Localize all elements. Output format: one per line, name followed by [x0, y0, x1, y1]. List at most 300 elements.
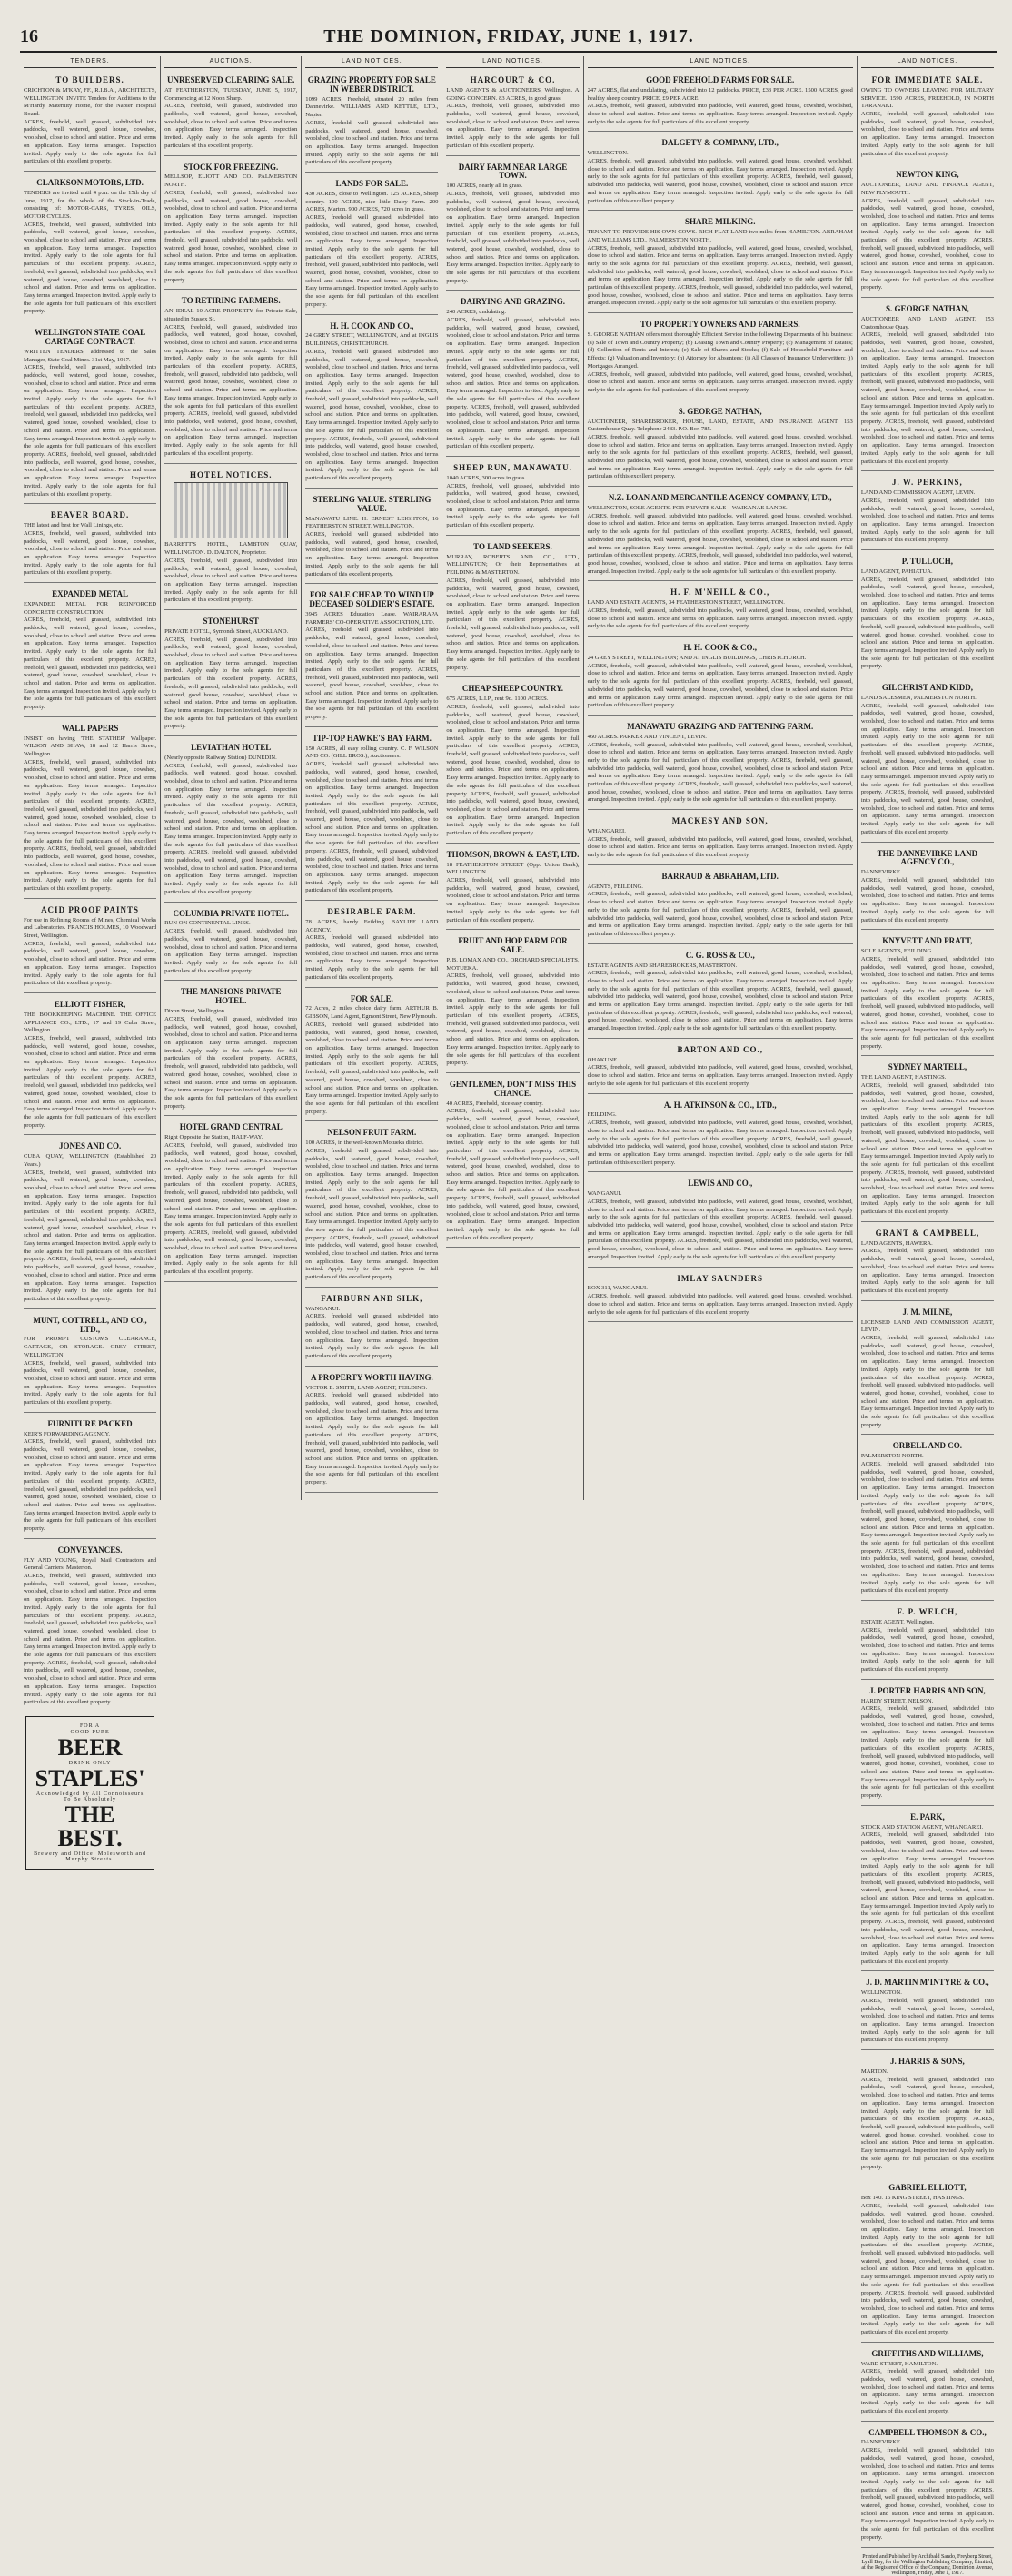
advertisement [24, 174, 156, 321]
ad-text: 247 ACRES, flat and undulating, subdivided into 12 paddocks. PRICE, £33 PER ACRE. 1500 ACRES, good healthy sheep country. PRICE, £9 PER ACRE. [587, 86, 853, 102]
ad-title: GILCHRIST AND KIDD, [881, 683, 973, 693]
ad-body-filler: ACRES, freehold, well grassed, subdivided into paddocks, well watered, good house, cowshed, woolshed, close to school and station. Price and terms on application. Easy terms arranged. Inspection invited. Apply early to the sole agents for full particulars of this excellent property. ACRES, freehold, well grassed, subdivided into paddocks, well watered, good house, cowshed, woolshed, close to school and station. Price and terms on application. Easy terms arranged. Inspection invited. Apply early to the sole agents for full particulars of this excellent property. [164, 636, 298, 730]
ad-body-filler: ACRES, freehold, well grassed, subdivided into paddocks, well watered, good house, cowshed, woolshed, close to school and station. Price and terms on application. Easy terms arranged. Inspection invited. Apply early to the sole agents for full particulars of this excellent property. ACRES, freehold, well grassed, subdivided into paddocks, well watered, good house, cowshed, woolshed, close to school and station. Price and terms on application. Easy terms arranged. Inspection invited. Apply early to the sole agents for full particulars of this excellent property. [164, 189, 298, 283]
ad-title: NEWTON KING, [896, 170, 959, 180]
ad-text: BOX 311, WANGANUI. [587, 1285, 648, 1292]
ad-title: CAMPBELL THOMSON & CO., [868, 2427, 987, 2437]
ad-text: WELLINGTON, SOLE AGENTS. FOR PRIVATE SALE—WAIKANAE LANDS. [587, 505, 788, 512]
ad-body-filler: ACRES, freehold, well grassed, subdivided into paddocks, well watered, good house, cowshed, woolshed, close to school and station. Price and terms on application. Easy terms arranged. Inspection invited. Apply early to the sole agents for full particulars of this excellent property. ACRES, freehold, well grassed, subdivided into paddocks, well watered, good house, cowshed, woolshed, close to school and station. Price and terms on application. Easy terms arranged. Inspection invited. Apply early to the sole agents for full particulars of this excellent property. [587, 158, 853, 204]
advertisement [588, 718, 853, 810]
ad-text: S. GEORGE NATHAN offers most thoroughly Efficient Service in the following Departments of his business: (a) Sale of Town and Country Property; (b) Leasing Town and Country Property; (c) Management of Estates; (d) Collection of Rents and Interest; (e) Sale of Shares and Stocks; (f) Sale of Household Furniture and Effects; (g) Valuation and Inventory; (h) Attorney for Absentees; (i) All Classes of Insurance Underwritten; (j) Mortgages Arranged. [587, 331, 853, 370]
advertisement [588, 813, 853, 865]
advertisement [305, 1124, 438, 1288]
ad-body-filler: ACRES, freehold, well grassed, subdivided into paddocks, well watered, good house, cowshed, woolshed, close to school and station. Price and terms on application. Easy terms arranged. Inspection invited. Apply early to the sole agents for full particulars of this excellent property. [446, 877, 580, 923]
ad-text: OWING TO OWNERS LEAVING FOR MILITARY SERVICE. 1590 ACRES, FREEHOLD, IN NORTH TARANAKI. [860, 86, 994, 110]
ad-text: 100 ACRES, in the well-known Motueka district. [305, 1140, 424, 1147]
ad-title: NELSON FRUIT FARM. [327, 1128, 417, 1138]
ad-title: GABRIEL ELLIOTT, [888, 2183, 967, 2193]
ad-title: S. GEORGE NATHAN, [885, 303, 969, 313]
advertisement [305, 1290, 438, 1367]
ad-body-filler: ACRES, freehold, well grassed, subdivided into paddocks, well watered, good house, cowshed, woolshed, close to school and station. Price and terms on application. Easy terms arranged. Inspection invited. Apply early to the sole agents for full particulars of this excellent property. [24, 1359, 157, 1406]
advertisement [861, 474, 994, 550]
ad-text: FOR PROMPT CUSTOMS CLEARANCE, CARTAGE, OR STORAGE. GREY STREET, WELLINGTON. [24, 1336, 157, 1358]
ad-title: P. TULLOCH, [901, 557, 954, 567]
ad-text: OHAKUNE. [587, 1056, 619, 1063]
advertisement [164, 1119, 297, 1282]
ad-text: LICENSED LAND AND COMMISSION AGENT, LEVIN. [860, 1318, 994, 1334]
ad-title: WALL PAPERS [61, 723, 119, 733]
ad-title: HOTEL GRAND CENTRAL [179, 1122, 283, 1132]
ad-title: CHEAP SHEEP COUNTRY. [461, 684, 564, 694]
ad-body-filler: ACRES, freehold, well grassed, subdivided into paddocks, well watered, good house, cowshed, woolshed, close to school and station. Price and terms on application. Easy terms arranged. Inspection invited. Apply early to the sole agents for full particulars of this excellent property. ACRES, freehold, well grassed, subdivided into paddocks, well watered, good house, cowshed, woolshed, close to school and station. Price and terms on application. Easy terms arranged. Inspection invited. Apply early to the sole agents for full particulars of this excellent property. [24, 221, 157, 315]
advertisement [24, 507, 156, 583]
advertisement [588, 1175, 853, 1267]
ad-title: GRANT & CAMPBELL, [875, 1228, 980, 1238]
ad-body-filler: ACRES, freehold, well grassed, subdivided into paddocks, well watered, good house, cowshed, woolshed, close to school and station. Price and terms on application. Easy terms arranged. Inspection invited. Apply early to the sole agents for full particulars of this excellent property. [305, 530, 439, 577]
ad-text: BARRETT'S HOTEL, LAMBTON QUAY, WELLINGTON. D. DALTON, Proprietor. [164, 541, 298, 557]
ad-title: MACKESY AND SON, [671, 816, 769, 826]
advertisement [305, 991, 438, 1122]
ad-body-filler: ACRES, freehold, well grassed, subdivided into paddocks, well watered, good house, cowshed, woolshed, close to school and station. Price and terms on application. Easy terms arranged. Inspection invited. Apply early to the sole agents for full particulars of this excellent property. [860, 1997, 994, 2044]
advertisement [24, 720, 156, 899]
ad-title: F. P. WELCH, [897, 1606, 958, 1616]
ad-body-filler: ACRES, freehold, well grassed, subdivided into paddocks, well watered, good house, cowshed, woolshed, close to school and station. Price and terms on application. Easy terms arranged. Inspection invited. Apply early to the sole agents for full particulars of this excellent property. [860, 497, 994, 544]
beer-ad-line4: DRINK ONLY [68, 1761, 112, 1766]
ad-text: (Nearly opposite Railway Station) DUNEDIN. [164, 754, 277, 761]
ad-body-filler: ACRES, freehold, well grassed, subdivided into paddocks, well watered, good house, cowshed, woolshed, close to school and station. Price and terms on application. Easy terms arranged. Inspection invited. Apply early to the sole agents for full particulars of this excellent property. ACRES, freehold, well grassed, subdivided into paddocks, well watered, good house, cowshed, woolshed, close to school and station. Price and terms on application. Easy terms arranged. Inspection invited. Apply early to the sole agents for full particulars of this excellent property. [587, 891, 853, 937]
ad-text: FLY AND YOUNG, Royal Mail Contractors and General Carriers, Masterton. [24, 1556, 157, 1572]
ad-title: J. W. PERKINS, [892, 478, 963, 488]
ad-text: KEIR'S FORWARDING AGENCY. [24, 1430, 111, 1437]
ad-body-filler: ACRES, freehold, well grassed, subdivided into paddocks, well watered, good house, cowshed, woolshed, close to school and station. Price and terms on application. Easy terms arranged. Inspection invited. Apply early to the sole agents for full particulars of this excellent property. ACRES, freehold, well grassed, subdivided into paddocks, well watered, good house, cowshed, woolshed, close to school and station. Price and terms on application. Easy terms arranged. Inspection invited. Apply early to the sole agents for full particulars of this excellent property. [305, 1021, 439, 1115]
ad-title: J. HARRIS & SONS, [890, 2057, 965, 2067]
advertisement [861, 1225, 994, 1301]
advertisement [861, 1974, 994, 2050]
advertisement [24, 996, 156, 1135]
ad-body-filler: ACRES, freehold, well grassed, subdivided into paddocks, well watered, good house, cowshed, woolshed, close to school and station. Price and terms on application. Easy terms arranged. Inspection invited. Apply early to the sole agents for full particulars of this excellent property. ACRES, freehold, well grassed, subdivided into paddocks, well watered, good house, cowshed, woolshed, close to school and station. Price and terms on application. Easy terms arranged. Inspection invited. Apply early to the sole agents for full particulars of this excellent property. ACRES, freehold, well grassed, subdivided into paddocks, well watered, good house, cowshed, woolshed, close to school and station. Price and terms on application. Easy terms arranged. Inspection invited. Apply early to the sole agents for full particulars of this excellent property. [587, 970, 853, 1032]
ad-text: WRITTEN TENDERS, addressed to the Sales Manager, State Coal Mines. 31st May, 1917. [24, 348, 157, 363]
advertisement [861, 679, 994, 843]
beer-ad-line2: GOOD PURE [70, 1730, 110, 1735]
ad-body-filler: ACRES, freehold, well grassed, subdivided into paddocks, well watered, good house, cowshed, woolshed, close to school and station. Price and terms on application. Easy terms arranged. Inspection invited. Apply early to the sole agents for full particulars of this excellent property. ACRES, freehold, well grassed, subdivided into paddocks, well watered, good house, cowshed, woolshed, close to school and station. Price and terms on application. Easy terms arranged. Inspection invited. Apply early to the sole agents for full particulars of this excellent property. [24, 617, 157, 711]
ad-text: 1099 ACRES, Freehold, situated 20 miles from Dannevirke. WILLIAMS AND KETTLE, LTD., Napier. [305, 95, 439, 119]
ad-body-filler: ACRES, freehold, well grassed, subdivided into paddocks, well watered, good house, cowshed, woolshed, close to school and station. Price and terms on application. Easy terms arranged. Inspection invited. Apply early to the sole agents for full particulars of this excellent property. [305, 934, 439, 981]
ad-body-filler: ACRES, freehold, well grassed, subdivided into paddocks, well watered, good house, cowshed, woolshed, close to school and station. Price and terms on application. Easy terms arranged. Inspection invited. Apply early to the sole agents for full particulars of this excellent property. ACRES, freehold, well grassed, subdivided into paddocks, well watered, good house, cowshed, woolshed, close to school and station. Price and terms on application. Easy terms arranged. Inspection invited. Apply early to the sole agents for full particulars of this excellent property. ACRES, freehold, well grassed, subdivided into paddocks, well watered, good house, cowshed, woolshed, close to school and station. Price and terms on application. Easy terms arranged. Inspection invited. Apply early to the sole agents for full particulars of this excellent property. [446, 317, 580, 450]
ad-body-filler: ACRES, freehold, well grassed, subdivided into paddocks, well watered, good house, cowshed, woolshed, close to school and station. Price and terms on application. Easy terms arranged. Inspection invited. Apply early to the sole agents for full particulars of this excellent property. ACRES, freehold, well grassed, subdivided into paddocks, well watered, good house, cowshed, woolshed, close to school and station. Price and terms on application. Easy terms arranged. Inspection invited. Apply early to the sole agents for full particulars of this excellent property. ACRES, freehold, well grassed, subdivided into paddocks, well watered, good house, cowshed, woolshed, close to school and station. Price and terms on application. Easy terms arranged. Inspection invited. Apply early to the sole agents for full particulars of this excellent property. [446, 703, 580, 837]
ad-body-filler: ACRES, freehold, well grassed, subdivided into paddocks, well watered, good house, cowshed, woolshed, close to school and station. Price and terms on application. Easy terms arranged. Inspection invited. Apply early to the sole agents for full particulars of this excellent property. [587, 1064, 853, 1087]
ad-title: FOR SALE CHEAP. TO WIND UP DECEASED SOLDIER'S ESTATE. [309, 590, 435, 609]
ad-title: BEAVER BOARD. [50, 510, 130, 520]
ad-title: BARTON AND CO., [677, 1044, 763, 1054]
ad-title: A PROPERTY WORTH HAVING. [310, 1372, 433, 1382]
advertisement [305, 72, 438, 173]
advertisement [861, 553, 994, 676]
beer-ad-line8: Brewery and Office: Molesworth and Murphy Streets. [34, 1851, 146, 1862]
ad-text: CUBA QUAY, WELLINGTON (Established 20 Years.) [24, 1153, 157, 1168]
ad-title: E. PARK, [910, 1811, 945, 1821]
advertisement [588, 489, 853, 581]
ad-body-filler: ACRES, freehold, well grassed, subdivided into paddocks, well watered, good house, cowshed, woolshed, close to school and station. Price and terms on application. Easy terms arranged. Inspection invited. Apply early to the sole agents for full particulars of this excellent property. ACRES, freehold, well grassed, subdivided into paddocks, well watered, good house, cowshed, woolshed, close to school and station. Price and terms on application. Easy terms arranged. Inspection invited. Apply early to the sole agents for full particulars of this excellent property. ACRES, freehold, well grassed, subdivided into paddocks, well watered, good house, cowshed, woolshed, close to school and station. Price and terms on application. Easy terms arranged. Inspection invited. Apply early to the sole agents for full particulars of this excellent property. [164, 762, 298, 895]
column-2 [302, 56, 442, 1500]
ad-text: AT FEATHERSTON, TUESDAY, JUNE 5, 1917, Commencing at 12 Noon Sharp. [164, 86, 298, 102]
ad-body-filler: ACRES, freehold, well grassed, subdivided into paddocks, well watered, good house, cowshed, woolshed, close to school and station. Price and terms on application. Easy terms arranged. Inspection invited. Apply early to the sole agents for full particulars of this excellent property. ACRES, freehold, well grassed, subdivided into paddocks, well watered, good house, cowshed, woolshed, close to school and station. Price and terms on application. Easy terms arranged. Inspection invited. Apply early to the sole agents for full particulars of this excellent property. [587, 433, 853, 480]
ad-title: WELLINGTON STATE COAL CARTAGE CONTRACT. [35, 328, 146, 346]
advertisement [588, 72, 853, 132]
advertisement [305, 318, 438, 489]
ad-title: H. F. M'NEILL & CO., [670, 587, 770, 597]
ad-body-filler: ACRES, freehold, well grassed, subdivided into paddocks, well watered, good house, cowshed, woolshed, close to school and station. Price and terms on application. Easy terms arranged. Inspection invited. Apply early to the sole agents for full particulars of this excellent property. [860, 111, 994, 157]
ad-body-filler: ACRES, freehold, well grassed, subdivided into paddocks, well watered, good house, cowshed, woolshed, close to school and station. Price and terms on application. Easy terms arranged. Inspection invited. Apply early to the sole agents for full particulars of this excellent property. [587, 1293, 853, 1316]
column-heading: LAND NOTICES. [446, 56, 579, 68]
ad-body-filler: ACRES, freehold, well grassed, subdivided into paddocks, well watered, good house, cowshed, woolshed, close to school and station. Price and terms on application. Easy terms arranged. Inspection invited. Apply early to the sole agents for full particulars of this excellent property. [24, 529, 157, 577]
ad-body-filler: ACRES, freehold, well grassed, subdivided into paddocks, well watered, good house, cowshed, woolshed, close to school and station. Price and terms on application. Easy terms arranged. Inspection invited. Apply early to the sole agents for full particulars of this excellent property. [860, 1626, 994, 1673]
advertisement [861, 1059, 994, 1222]
ad-body-filler: ACRES, freehold, well grassed, subdivided into paddocks, well watered, good house, cowshed, woolshed, close to school and station. Price and terms on application. Easy terms arranged. Inspection invited. Apply early to the sole agents for full particulars of this excellent property. ACRES, freehold, well grassed, subdivided into paddocks, well watered, good house, cowshed, woolshed, close to school and station. Price and terms on application. Easy terms arranged. Inspection invited. Apply early to the sole agents for full particulars of this excellent property. ACRES, freehold, well grassed, subdivided into paddocks, well watered, good house, cowshed, woolshed, close to school and station. Price and terms on application. Easy terms arranged. Inspection invited. Apply early to the sole agents for full particulars of this excellent property. [860, 1461, 994, 1594]
ad-title: BARRAUD & ABRAHAM, LTD. [661, 871, 779, 881]
ad-body-filler: ACRES, freehold, well grassed, subdivided into paddocks, well watered, good house, cowshed, woolshed, close to school and station. Price and terms on application. Easy terms arranged. Inspection invited. Apply early to the sole agents for full particulars of this excellent property. [860, 1248, 994, 1294]
advertisement [446, 1076, 579, 1248]
ad-body-filler: ACRES, freehold, well grassed, subdivided into paddocks, well watered, good house, cowshed, woolshed, close to school and station. Price and terms on application. Easy terms arranged. Inspection invited. Apply early to the sole agents for full particulars of this excellent property. ACRES, freehold, well grassed, subdivided into paddocks, well watered, good house, cowshed, woolshed, close to school and station. Price and terms on application. Easy terms arranged. Inspection invited. Apply early to the sole agents for full particulars of this excellent property. [446, 972, 580, 1067]
ad-title: FRUIT AND HOP FARM FOR SALE. [458, 936, 568, 955]
ad-body-filler: ACRES, freehold, well grassed, subdivided into paddocks, well watered, good house, cowshed, woolshed, close to school and station. Price and terms on application. Easy terms arranged. Inspection invited. Apply early to the sole agents for full particulars of this excellent property. ACRES, freehold, well grassed, subdivided into paddocks, well watered, good house, cowshed, woolshed, close to school and station. Price and terms on application. Easy terms arranged. Inspection invited. Apply early to the sole agents for full particulars of this excellent property. ACRES, freehold, well grassed, subdivided into paddocks, well watered, good house, cowshed, woolshed, close to school and station. Price and terms on application. Easy terms arranged. Inspection invited. Apply early to the sole agents for full particulars of this excellent property. [860, 2202, 994, 2336]
ad-text: MELLSOP, ELIOTT AND CO. PALMERSTON NORTH. [164, 173, 298, 189]
ad-body-filler: ACRES, freehold, well grassed, subdivided into paddocks, well watered, good house, cowshed, woolshed, close to school and station. Price and terms on application. Easy terms arranged. Inspection invited. Apply early to the sole agents for full particulars of this excellent property. ACRES, freehold, well grassed, subdivided into paddocks, well watered, good house, cowshed, woolshed, close to school and station. Price and terms on application. Easy terms arranged. Inspection invited. Apply early to the sole agents for full particulars of this excellent property. [860, 1334, 994, 1428]
ad-title: GRIFFITHS AND WILLIAMS, [871, 2348, 984, 2358]
ad-body-filler: ACRES, freehold, well grassed, subdivided into paddocks, well watered, good house, cowshed, woolshed, close to school and station. Price and terms on application. Easy terms arranged. Inspection invited. Apply early to the sole agents for full particulars of this excellent property. ACRES, freehold, well grassed, subdivided into paddocks, well watered, good house, cowshed, woolshed, close to school and station. Price and terms on application. Easy terms arranged. Inspection invited. Apply early to the sole agents for full particulars of this excellent property. ACRES, freehold, well grassed, subdivided into paddocks, well watered, good house, cowshed, woolshed, close to school and station. Price and terms on application. Easy terms arranged. Inspection invited. Apply early to the sole agents for full particulars of this excellent property. [24, 1573, 157, 1706]
ad-text: WHANGAREI. [587, 828, 626, 835]
ad-text: STOCK AND STATION AGENT, WHANGAREI. [860, 1823, 984, 1831]
ad-title: THOMSON, BROWN & EAST, LTD. [446, 849, 580, 859]
ad-body-filler: ACRES, freehold, well grassed, subdivided into paddocks, well watered, good house, cowshed, woolshed, close to school and station. Price and terms on application. Easy terms arranged. Inspection invited. Apply early to the sole agents for full particulars of this excellent property. ACRES, freehold, well grassed, subdivided into paddocks, well watered, good house, cowshed, woolshed, close to school and station. Price and terms on application. Easy terms arranged. Inspection invited. Apply early to the sole agents for full particulars of this excellent property. ACRES, freehold, well grassed, subdivided into paddocks, well watered, good house, cowshed, woolshed, close to school and station. Price and terms on application. Easy terms arranged. Inspection invited. Apply early to the sole agents for full particulars of this excellent property. [24, 364, 157, 498]
advertisement [164, 159, 297, 291]
page-number: 16 [20, 26, 38, 46]
ad-text: 675 ACRES, L.I.P., rent 9d. 1100 ACRES. [446, 696, 549, 703]
ad-text: RUN ON CONTINENTAL LINES. [164, 920, 251, 927]
ad-text: THE BOOKKEEPING MACHINE. THE OFFICE APPLIANCE CO., LTD., 17 and 19 Cuba Street, Wellington. [24, 1011, 157, 1034]
ad-body-filler: ACRES, freehold, well grassed, subdivided into paddocks, well watered, good house, cowshed, woolshed, close to school and station. Price and terms on application. Easy terms arranged. Inspection invited. Apply early to the sole agents for full particulars of this excellent property. ACRES, freehold, well grassed, subdivided into paddocks, well watered, good house, cowshed, woolshed, close to school and station. Price and terms on application. Easy terms arranged. Inspection invited. Apply early to the sole agents for full particulars of this excellent property. [305, 1392, 439, 1486]
ad-text: TENANT TO PROVIDE HIS OWN COWS. RICH FLAT LAND two miles from HAMILTON. ABRAHAM AND WILLIAMS LTD., PALMERSTON NORTH. [587, 229, 853, 243]
advertisement [305, 903, 438, 988]
ad-body-filler: ACRES, freehold, well grassed, subdivided into paddocks, well watered, good house, cowshed, woolshed, close to school and station. Price and terms on application. Easy terms arranged. Inspection invited. Apply early to the sole agents for full particulars of this excellent property. [587, 103, 853, 125]
ad-title: DAIRYING AND GRAZING. [461, 297, 565, 307]
ad-text: WELLINGTON. [860, 1989, 902, 1997]
ad-title: N.Z. LOAN AND MERCANTILE AGENCY COMPANY, LTD., [608, 493, 832, 503]
ad-body-filler: ACRES, freehold, well grassed, subdivided into paddocks, well watered, good house, cowshed, woolshed, close to school and station. Price and terms on application. Easy terms arranged. Inspection invited. Apply early to the sole agents for full particulars of this excellent property. [164, 557, 298, 604]
ad-title: ORBELL AND CO. [892, 1441, 963, 1451]
ad-title: IMLAY SAUNDERS [677, 1273, 763, 1283]
ad-body-filler: ACRES, freehold, well grassed, subdivided into paddocks, well watered, good house, cowshed, woolshed, close to school and station. Price and terms on application. Easy terms arranged. Inspection invited. Apply early to the sole agents for full particulars of this excellent property. ACRES, freehold, well grassed, subdivided into paddocks, well watered, good house, cowshed, woolshed, close to school and station. Price and terms on application. Easy terms arranged. Inspection invited. Apply early to the sole agents for full particulars of this excellent property. [860, 1705, 994, 1800]
ad-title: THE MANSIONS PRIVATE HOTEL. [180, 987, 282, 1006]
ad-text: AUCTIONEER AND LAND AGENT, 153 Customhouse Quay. [860, 315, 994, 331]
ad-title: ELLIOTT FISHER, [54, 999, 126, 1009]
ad-text: CRICHTON & M'KAY, FF., R.I.B.A., ARCHITECTS, WELLINGTON. INVITE Tenders for Additions to the M'Hardy Maternity Home, for the Napier Hospital Board. [24, 86, 157, 117]
ad-title: MANAWATU GRAZING AND FATTENING FARM. [627, 721, 814, 731]
ad-body-filler: ACRES, freehold, well grassed, subdivided into paddocks, well watered, good house, cowshed, woolshed, close to school and station. Price and terms on application. Easy terms arranged. Inspection invited. Apply early to the sole agents for full particulars of this excellent property. ACRES, freehold, well grassed, subdivided into paddocks, well watered, good house, cowshed, woolshed, close to school and station. Price and terms on application. Easy terms arranged. Inspection invited. Apply early to the sole agents for full particulars of this excellent property. [24, 1438, 157, 1533]
advertisement [861, 2345, 994, 2422]
ad-body-filler: ACRES, freehold, well grassed, subdivided into paddocks, well watered, good house, cowshed, woolshed, close to school and station. Price and terms on application. Easy terms arranged. Inspection invited. Apply early to the sole agents for full particulars of this excellent property. ACRES, freehold, well grassed, subdivided into paddocks, well watered, good house, cowshed, woolshed, close to school and station. Price and terms on application. Easy terms arranged. Inspection invited. Apply early to the sole agents for full particulars of this excellent property. ACRES, freehold, well grassed, subdivided into paddocks, well watered, good house, cowshed, woolshed, close to school and station. Price and terms on application. Easy terms arranged. Inspection invited. Apply early to the sole agents for full particulars of this excellent property. [860, 1081, 994, 1216]
advertisement [588, 403, 853, 488]
page-title: THE DOMINION, FRIDAY, JUNE 1, 1917. [323, 26, 694, 46]
ad-text: 430 ACRES, close to Wellington. 125 ACRES, Sheep country. 100 ACRES, nice little Dairy Farm. 200 ACRES, Marton. 900 ACRES, 720 acres in grass. [305, 191, 439, 213]
ad-body-filler: ACRES, freehold, well grassed, subdivided into paddocks, well watered, good house, cowshed, woolshed, close to school and station. Price and terms on application. Easy terms arranged. Inspection invited. Apply early to the sole agents for full particulars of this excellent property. ACRES, freehold, well grassed, subdivided into paddocks, well watered, good house, cowshed, woolshed, close to school and station. Price and terms on application. Easy terms arranged. Inspection invited. Apply early to the sole agents for full particulars of this excellent property. [305, 214, 439, 308]
advertisement [588, 1097, 853, 1173]
ad-title: GRAZING PROPERTY FOR SALE IN WEBER DISTRICT. [307, 75, 436, 94]
ad-title: COLUMBIA PRIVATE HOTEL. [173, 908, 289, 918]
ad-title: THE DANNEVIRKE LAND AGENCY CO., [877, 848, 978, 867]
column-4 [584, 56, 858, 1500]
ad-text: WANGANUI. [587, 1190, 622, 1198]
advertisement [446, 538, 579, 677]
ad-text: AUCTIONEER, SHAREBROKER, HOUSE, LAND, ESTATE, AND INSURANCE AGENT. 153 Customhouse Quay. Telephone 2483. P.O. Box 785. [587, 418, 853, 433]
ad-title: J. D. MARTIN M'INTYRE & CO., [866, 1978, 989, 1988]
ad-text: MANAWATU LINE. H. ERNEST LEIGHTON, 16 FEATHERSTON STREET, WELLINGTON. [305, 515, 439, 530]
ad-body-filler: ACRES, freehold, well grassed, subdivided into paddocks, well watered, good house, cowshed, woolshed, close to school and station. Price and terms on application. Easy terms arranged. Inspection invited. Apply early to the sole agents for full particulars of this excellent property. ACRES, freehold, well grassed, subdivided into paddocks, well watered, good house, cowshed, woolshed, close to school and station. Price and terms on application. Easy terms arranged. Inspection invited. Apply early to the sole agents for full particulars of this excellent property. ACRES, freehold, well grassed, subdivided into paddocks, well watered, good house, cowshed, woolshed, close to school and station. Price and terms on application. Easy terms arranged. Inspection invited. Apply early to the sole agents for full particulars of this excellent property. [587, 1198, 853, 1260]
ad-title: FURNITURE PACKED [47, 1418, 133, 1428]
advertisement [588, 134, 853, 211]
advertisement [861, 301, 994, 471]
ad-text: ESTATE AGENT, Wellington. [860, 1618, 935, 1625]
column-0 [20, 56, 161, 1862]
advertisement [305, 175, 438, 314]
ad-title: CONVEYANCES. [57, 1545, 123, 1554]
advertisement [24, 1312, 156, 1413]
advertisement [24, 324, 156, 504]
columns-area [20, 56, 997, 2576]
advertisement [588, 316, 853, 400]
ad-body-filler: ACRES, freehold, well grassed, subdivided into paddocks, well watered, good house, cowshed, woolshed, close to school and station. Price and terms on application. Easy terms arranged. Inspection invited. Apply early to the sole agents for full particulars of this excellent property. ACRES, freehold, well grassed, subdivided into paddocks, well watered, good house, cowshed, woolshed, close to school and station. Price and terms on application. Easy terms arranged. Inspection invited. Apply early to the sole agents for full particulars of this excellent property. ACRES, freehold, well grassed, subdivided into paddocks, well watered, good house, cowshed, woolshed, close to school and station. Price and terms on application. Easy terms arranged. Inspection invited. Apply early to the sole agents for full particulars of this excellent property. [860, 331, 994, 465]
advertisement [446, 459, 579, 536]
ad-text: Dixon Street, Wellington. [164, 1008, 226, 1015]
ad-body-filler: ACRES, freehold, well grassed, subdivided into paddocks, well watered, good house, cowshed, woolshed, close to school and station. Price and terms on application. Easy terms arranged. Inspection invited. Apply early to the sole agents for full particulars of this excellent property. ACRES, freehold, well grassed, subdivided into paddocks, well watered, good house, cowshed, woolshed, close to school and station. Price and terms on application. Easy terms arranged. Inspection invited. Apply early to the sole agents for full particulars of this excellent property. ACRES, freehold, well grassed, subdivided into paddocks, well watered, good house, cowshed, woolshed, close to school and station. Price and terms on application. Easy terms arranged. Inspection invited. Apply early to the sole agents for full particulars of this excellent property. [164, 1141, 298, 1276]
ad-title: SHEEP RUN, MANAWATU. [453, 462, 572, 472]
advertisement [588, 947, 853, 1039]
ad-title: SHARE MILKING. [684, 217, 756, 227]
ad-body-filler: ACRES, freehold, well grassed, subdivided into paddocks, well watered, good house, cowshed, woolshed, close to school and station. Price and terms on application. Easy terms arranged. Inspection invited. Apply early to the sole agents for full particulars of this excellent property. ACRES, freehold, well grassed, subdivided into paddocks, well watered, good house, cowshed, woolshed, close to school and station. Price and terms on application. Easy terms arranged. Inspection invited. Apply early to the sole agents for full particulars of this excellent property. ACRES, freehold, well grassed, subdivided into paddocks, well watered, good house, cowshed, woolshed, close to school and station. Price and terms on application. Easy terms arranged. Inspection invited. Apply early to the sole agents for full particulars of this excellent property. [587, 512, 853, 575]
ad-text: 100 ACRES, nearly all in grass. [446, 183, 523, 190]
advertisement [588, 213, 853, 313]
ad-body-filler: ACRES, freehold, well grassed, subdivided into paddocks, well watered, good house, cowshed, woolshed, close to school and station. Price and terms on application. Easy terms arranged. Inspection invited. Apply early to the sole agents for full particulars of this excellent property. [24, 118, 157, 165]
advertisement [861, 166, 994, 298]
ad-body-filler: ACRES, freehold, well grassed, subdivided into paddocks, well watered, good house, cowshed, woolshed, close to school and station. Price and terms on application. Easy terms arranged. Inspection invited. Apply early to the sole agents for full particulars of this excellent property. ACRES, freehold, well grassed, subdivided into paddocks, well watered, good house, cowshed, woolshed, close to school and station. Price and terms on application. Easy terms arranged. Inspection invited. Apply early to the sole agents for full particulars of this excellent property. ACRES, freehold, well grassed, subdivided into paddocks, well watered, good house, cowshed, woolshed, close to school and station. Price and terms on application. Easy terms arranged. Inspection invited. Apply early to the sole agents for full particulars of this excellent property. [305, 761, 439, 894]
imprint-footer: Printed and Published by Archibald Sando, Freyberg Street, Lyall Bay, for the Wellington Publishing Company, Limited, at the Registered Office of the Company, Dominion Avenue, Wellington, Friday, June 1, 1917. [861, 2551, 994, 2576]
ad-body-filler: ACRES, freehold, well grassed, subdivided into paddocks, well watered, good house, cowshed, woolshed, close to school and station. Price and terms on application. Easy terms arranged. Inspection invited. Apply early to the sole agents for full particulars of this excellent property. ACRES, freehold, well grassed, subdivided into paddocks, well watered, good house, cowshed, woolshed, close to school and station. Price and terms on application. Easy terms arranged. Inspection invited. Apply early to the sole agents for full particulars of this excellent property. [587, 662, 853, 709]
ad-body-filler: ACRES, freehold, well grassed, subdivided into paddocks, well watered, good house, cowshed, woolshed, close to school and station. Price and terms on application. Easy terms arranged. Inspection invited. Apply early to the sole agents for full particulars of this excellent property. ACRES, freehold, well grassed, subdivided into paddocks, well watered, good house, cowshed, woolshed, close to school and station. Price and terms on application. Easy terms arranged. Inspection invited. Apply early to the sole agents for full particulars of this excellent property. ACRES, freehold, well grassed, subdivided into paddocks, well watered, good house, cowshed, woolshed, close to school and station. Price and terms on application. Easy terms arranged. Inspection invited. Apply early to the sole agents for full particulars of this excellent property. [24, 1169, 157, 1302]
ad-title: KNYVETT AND PRATT, [882, 936, 973, 946]
ad-title: TO PROPERTY OWNERS AND FARMERS. [640, 320, 800, 330]
ad-title: STONEHURST [203, 617, 259, 627]
ad-body-filler: ACRES, freehold, well grassed, subdivided into paddocks, well watered, good house, cowshed, woolshed, close to school and station. Price and terms on application. Easy terms arranged. Inspection invited. Apply early to the sole agents for full particulars of this excellent property. [587, 370, 853, 393]
ad-text: 1040 ACRES, 300 acres in grass. [446, 474, 527, 481]
beer-ad-line6: Acknowledged by All Connoisseurs To Be Absolutely [35, 1791, 144, 1802]
beer-ad-line5: STAPLES' [35, 1765, 145, 1791]
advertisement [588, 1041, 853, 1094]
ad-title: FOR IMMEDIATE SALE. [871, 75, 984, 84]
advertisement [164, 72, 297, 156]
ad-text: LAND AND ESTATE AGENTS, 34 FEATHERSTON STREET, WELLINGTON. [587, 599, 785, 607]
column-heading: AUCTIONS. [164, 56, 297, 68]
ad-text: DANNEVIRKE. [860, 2439, 902, 2446]
ad-title: DAIRY FARM NEAR LARGE TOWN. [458, 162, 568, 181]
ad-title: MUNT, COTTRELL, AND CO., LTD., [33, 1315, 147, 1334]
ad-text: WARD STREET, HAMILTON. [860, 2360, 938, 2367]
advertisement [861, 1683, 994, 1806]
ad-body-filler: ACRES, freehold, well grassed, subdivided into paddocks, well watered, good house, cowshed, woolshed, close to school and station. Price and terms on application. Easy terms arranged. Inspection invited. Apply early to the sole agents for full particulars of this excellent property. ACRES, freehold, well grassed, subdivided into paddocks, well watered, good house, cowshed, woolshed, close to school and station. Price and terms on application. Easy terms arranged. Inspection invited. Apply early to the sole agents for full particulars of this excellent property. [305, 627, 439, 721]
ad-title: LEWIS AND CO., [688, 1179, 753, 1189]
advertisement [861, 72, 994, 163]
ad-title: SYDNEY MARTELL, [888, 1062, 967, 1072]
ad-text: EXPANDED METAL FOR REINFORCED CONCRETE CONSTRUCTION. [24, 600, 157, 616]
ad-title: TO BUILDERS. [55, 75, 124, 84]
column-1 [161, 56, 302, 1500]
advertisement [861, 1809, 994, 1972]
ad-body-filler: ACRES, freehold, well grassed, subdivided into paddocks, well watered, good house, cowshed, woolshed, close to school and station. Price and terms on application. Easy terms arranged. Inspection invited. Apply early to the sole agents for full particulars of this excellent property. ACRES, freehold, well grassed, subdivided into paddocks, well watered, good house, cowshed, woolshed, close to school and station. Price and terms on application. Easy terms arranged. Inspection invited. Apply early to the sole agents for full particulars of this excellent property. [24, 1034, 157, 1129]
ad-body-filler: ACRES, freehold, well grassed, subdivided into paddocks, well watered, good house, cowshed, woolshed, close to school and station. Price and terms on application. Easy terms arranged. Inspection invited. Apply early to the sole agents for full particulars of this excellent property. ACRES, freehold, well grassed, subdivided into paddocks, well watered, good house, cowshed, woolshed, close to school and station. Price and terms on application. Easy terms arranged. Inspection invited. Apply early to the sole agents for full particulars of this excellent property. [446, 577, 580, 671]
ad-text: 3945 ACRES Education Lease. WAIRARAPA FARMERS' CO-OPERATIVE ASSOCIATION, LTD. [305, 610, 439, 626]
beer-ad-line3: BEER [57, 1734, 123, 1761]
ad-text: DANNEVIRKE. [860, 869, 902, 876]
ad-text: LAND SALESMEN, PALMERSTON NORTH. [860, 694, 977, 701]
advertisement [446, 159, 579, 291]
ad-title: H. H. COOK & CO., [683, 643, 757, 653]
advertisement [861, 1437, 994, 1601]
advertisement [24, 1138, 156, 1308]
ad-text: Right Opposite the Station, HALF-WAY. [164, 1134, 263, 1141]
advertisement [861, 2424, 994, 2548]
ad-title: DESIRABLE FARM. [327, 907, 417, 917]
advertisement [446, 933, 579, 1073]
ad-title: TO LAND SEEKERS. [473, 541, 552, 551]
ad-text: LAND AGENTS & AUCTIONEERS, Wellington. A GOING CONCERN. 83 ACRES, in good grass. [446, 86, 580, 102]
ad-body-filler: ACRES, freehold, well grassed, subdivided into paddocks, well watered, good house, cowshed, woolshed, close to school and station. Price and terms on application. Easy terms arranged. Inspection invited. Apply early to the sole agents for full particulars of this excellent property. ACRES, freehold, well grassed, subdivided into paddocks, well watered, good house, cowshed, woolshed, close to school and station. Price and terms on application. Easy terms arranged. Inspection invited. Apply early to the sole agents for full particulars of this excellent property. [587, 1120, 853, 1166]
ad-title: A. H. ATKINSON & CO., LTD., [663, 1100, 777, 1110]
advertisement [446, 846, 579, 931]
advertisement [305, 730, 438, 901]
ad-text: HARDY STREET, NELSON. [860, 1697, 934, 1704]
advertisement [588, 1270, 853, 1323]
ad-title: LEVIATHAN HOTEL [191, 743, 272, 753]
ad-title: UNRESERVED CLEARING SALE. [166, 75, 295, 84]
ad-text: AGENTS, FEILDING. [587, 883, 643, 890]
ad-title: LANDS FOR SALE. [335, 179, 409, 189]
ad-body-filler: ACRES, freehold, well grassed, subdivided into paddocks, well watered, good house, cowshed, woolshed, close to school and station. Price and terms on application. Easy terms arranged. Inspection invited. Apply early to the sole agents for full particulars of this excellent property. ACRES, freehold, well grassed, subdivided into paddocks, well watered, good house, cowshed, woolshed, close to school and station. Price and terms on application. Easy terms arranged. Inspection invited. Apply early to the sole agents for full particulars of this excellent property. ACRES, freehold, well grassed, subdivided into paddocks, well watered, good house, cowshed, woolshed, close to school and station. Price and terms on application. Easy terms arranged. Inspection invited. Apply early to the sole agents for full particulars of this excellent property. [587, 244, 853, 307]
ad-text: FEILDING. [587, 1111, 617, 1119]
ad-title: C. G. ROSS & CO., [685, 950, 755, 960]
ad-body-filler: ACRES, freehold, well grassed, subdivided into paddocks, well watered, good house, cowshed, woolshed, close to school and station. Price and terms on application. Easy terms arranged. Inspection invited. Apply early to the sole agents for full particulars of this excellent property. [587, 835, 853, 859]
ad-title: J. PORTER HARRIS AND SON, [869, 1685, 986, 1695]
ad-text: ESTATE AGENTS AND SHAREBROKERS, MASTERTON. [587, 962, 738, 969]
advertisement [24, 72, 156, 172]
ad-body-filler: ACRES, freehold, well grassed, subdivided into paddocks, well watered, good house, cowshed, woolshed, close to school and station. Price and terms on application. Easy terms arranged. Inspection invited. Apply early to the sole agents for full particulars of this excellent property. [305, 119, 439, 166]
advertisement [24, 1542, 156, 1712]
ad-text: WELLINGTON. [587, 150, 629, 157]
ad-text: PRIVATE HOTEL, Symonds Street, AUCKLAND. [164, 627, 289, 635]
ad-body-filler: ACRES, freehold, well grassed, subdivided into paddocks, well watered, good house, cowshed, woolshed, close to school and station. Price and terms on application. Easy terms arranged. Inspection invited. Apply early to the sole agents for full particulars of this excellent property. ACRES, freehold, well grassed, subdivided into paddocks, well watered, good house, cowshed, woolshed, close to school and station. Price and terms on application. Easy terms arranged. Inspection invited. Apply early to the sole agents for full particulars of this excellent property. [860, 576, 994, 670]
advertisement [24, 902, 156, 993]
advertisement [446, 72, 579, 156]
advertisement [446, 293, 579, 457]
ad-body-filler: ACRES, freehold, well grassed, subdivided into paddocks, well watered, good house, cowshed, woolshed, close to school and station. Price and terms on application. Easy terms arranged. Inspection invited. Apply early to the sole agents for full particulars of this excellent property. ACRES, freehold, well grassed, subdivided into paddocks, well watered, good house, cowshed, woolshed, close to school and station. Price and terms on application. Easy terms arranged. Inspection invited. Apply early to the sole agents for full particulars of this excellent property. ACRES, freehold, well grassed, subdivided into paddocks, well watered, good house, cowshed, woolshed, close to school and station. Price and terms on application. Easy terms arranged. Inspection invited. Apply early to the sole agents for full particulars of this excellent property. [587, 741, 853, 804]
ad-title: JONES AND CO. [58, 1141, 122, 1151]
ad-body-filler: ACRES, freehold, well grassed, subdivided into paddocks, well watered, good house, cowshed, woolshed, close to school and station. Price and terms on application. Easy terms arranged. Inspection invited. Apply early to the sole agents for full particulars of this excellent property. [305, 1313, 439, 1359]
advertisement [164, 983, 297, 1116]
ad-text: MARTON. [860, 2068, 888, 2076]
ad-title: TO RETIRING FARMERS. [181, 296, 281, 306]
advertisement [861, 845, 994, 931]
ad-body-filler: ACRES, freehold, well grassed, subdivided into paddocks, well watered, good house, cowshed, woolshed, close to school and station. Price and terms on application. Easy terms arranged. Inspection invited. Apply early to the sole agents for full particulars of this excellent property. ACRES, freehold, well grassed, subdivided into paddocks, well watered, good house, cowshed, woolshed, close to school and station. Price and terms on application. Easy terms arranged. Inspection invited. Apply early to the sole agents for full particulars of this excellent property. ACRES, freehold, well grassed, subdivided into paddocks, well watered, good house, cowshed, woolshed, close to school and station. Price and terms on application. Easy terms arranged. Inspection invited. Apply early to the sole agents for full particulars of this excellent property. [164, 323, 298, 457]
advertisement [861, 933, 994, 1056]
ad-title: STOCK FOR FREEZING. [184, 162, 279, 172]
ad-title: GENTLEMEN, DON'T MISS THIS CHANCE. [449, 1079, 577, 1098]
advertisement [305, 587, 438, 727]
ad-text: THE LAND AGENT, HASTINGS. [860, 1074, 947, 1081]
ad-body-filler: ACRES, freehold, well grassed, subdivided into paddocks, well watered, good house, cowshed, woolshed, close to school and station. Price and terms on application. Easy terms arranged. Inspection invited. Apply early to the sole agents for full particulars of this excellent property. ACRES, freehold, well grassed, subdivided into paddocks, well watered, good house, cowshed, woolshed, close to school and station. Price and terms on application. Easy terms arranged. Inspection invited. Apply early to the sole agents for full particulars of this excellent property. ACRES, freehold, well grassed, subdivided into paddocks, well watered, good house, cowshed, woolshed, close to school and station. Price and terms on application. Easy terms arranged. Inspection invited. Apply early to the sole agents for full particulars of this excellent property. [446, 1108, 580, 1241]
ad-text: Box 140. 16 KING STREET, HASTINGS. [860, 2195, 965, 2202]
advertisement [164, 467, 297, 611]
ad-title: HARCOURT & CO. [470, 75, 556, 84]
ad-body-filler: ACRES, freehold, well grassed, subdivided into paddocks, well watered, good house, cowshed, woolshed, close to school and station. Price and terms on application. Easy terms arranged. Inspection invited. Apply early to the sole agents for full particulars of this excellent property. [860, 877, 994, 923]
advertisement [588, 584, 853, 637]
ad-text: 24 GREY STREET, WELLINGTON; AND AT INGLIS BUILDINGS, CHRISTCHURCH. [587, 654, 807, 661]
ad-text: 18 FEATHERSTON STREET (Opp. Union Bank), WELLINGTON. [446, 861, 580, 876]
column-heading: LAND NOTICES. [588, 56, 853, 68]
advertisement [861, 2179, 994, 2343]
ad-body-filler: ACRES, freehold, well grassed, subdivided into paddocks, well watered, good house, cowshed, woolshed, close to school and station. Price and terms on application. Easy terms arranged. Inspection invited. Apply early to the sole agents for full particulars of this excellent property. ACRES, freehold, well grassed, subdivided into paddocks, well watered, good house, cowshed, woolshed, close to school and station. Price and terms on application. Easy terms arranged. Inspection invited. Apply early to the sole agents for full particulars of this excellent property. ACRES, freehold, well grassed, subdivided into paddocks, well watered, good house, cowshed, woolshed, close to school and station. Price and terms on application. Easy terms arranged. Inspection invited. Apply early to the sole agents for full particulars of this excellent property. [860, 1831, 994, 1965]
advertisement [305, 491, 438, 584]
advertisement [164, 739, 297, 903]
advertisement [305, 1369, 438, 1493]
ad-text: INSIST on having 'THE STATHER' Wallpaper. WILSON AND SHAW, 18 and 12 Harris Street, Wellington. [24, 735, 157, 758]
ad-body-filler: ACRES, freehold, well grassed, subdivided into paddocks, well watered, good house, cowshed, woolshed, close to school and station. Price and terms on application. Easy terms arranged. Inspection invited. Apply early to the sole agents for full particulars of this excellent property. ACRES, freehold, well grassed, subdivided into paddocks, well watered, good house, cowshed, woolshed, close to school and station. Price and terms on application. Easy terms arranged. Inspection invited. Apply early to the sole agents for full particulars of this excellent property. ACRES, freehold, well grassed, subdivided into paddocks, well watered, good house, cowshed, woolshed, close to school and station. Price and terms on application. Easy terms arranged. Inspection invited. Apply early to the sole agents for full particulars of this excellent property. [24, 758, 157, 892]
ad-text: TENDERS are invited until 4 p.m. on the 15th day of June, 1917, for the whole of the Stock-in-Trade, consisting of: MOTOR-CARS, TYRES, OILS, MOTOR CYCLES. [24, 189, 157, 220]
ad-title: EXPANDED METAL [52, 589, 129, 599]
advertisement [446, 680, 579, 844]
ad-text: AUCTIONEER, LAND AND FINANCE AGENT, NEW PLYMOUTH. [860, 182, 994, 196]
ad-body-filler: ACRES, freehold, well grassed, subdivided into paddocks, well watered, good house, cowshed, woolshed, close to school and station. Price and terms on application. Easy terms arranged. Inspection invited. Apply early to the sole agents for full particulars of this excellent property. ACRES, freehold, well grassed, subdivided into paddocks, well watered, good house, cowshed, woolshed, close to school and station. Price and terms on application. Easy terms arranged. Inspection invited. Apply early to the sole agents for full particulars of this excellent property. ACRES, freehold, well grassed, subdivided into paddocks, well watered, good house, cowshed, woolshed, close to school and station. Price and terms on application. Easy terms arranged. Inspection invited. Apply early to the sole agents for full particulars of this excellent property. [860, 702, 994, 835]
ad-text: For use in Refining Rooms of Mines, Chemical Works and Laboratories. FRANCIS HOLMES, 10 Woodward Street, Wellington. [24, 916, 157, 939]
ad-text: SOLE AGENTS, FEILDING. [860, 948, 933, 955]
ad-title: STERLING VALUE. STERLING VALUE. [313, 494, 432, 513]
ad-body-filler: ACRES, freehold, well grassed, subdivided into paddocks, well watered, good house, cowshed, woolshed, close to school and station. Price and terms on application. Easy terms arranged. Inspection invited. Apply early to the sole agents for full particulars of this excellent property. ACRES, freehold, well grassed, subdivided into paddocks, well watered, good house, cowshed, woolshed, close to school and station. Price and terms on application. Easy terms arranged. Inspection invited. Apply early to the sole agents for full particulars of this excellent property. ACRES, freehold, well grassed, subdivided into paddocks, well watered, good house, cowshed, woolshed, close to school and station. Price and terms on application. Easy terms arranged. Inspection invited. Apply early to the sole agents for full particulars of this excellent property. [305, 1147, 439, 1281]
advertisement [24, 1416, 156, 1539]
ad-text: P. B. LOMAX AND CO., ORCHARD SPECIALISTS, MOTUEKA. [446, 957, 580, 972]
ad-body-filler: ACRES, freehold, well grassed, subdivided into paddocks, well watered, good house, cowshed, woolshed, close to school and station. Price and terms on application. Easy terms arranged. Inspection invited. Apply early to the sole agents for full particulars of this excellent property. ACRES, freehold, well grassed, subdivided into paddocks, well watered, good house, cowshed, woolshed, close to school and station. Price and terms on application. Easy terms arranged. Inspection invited. Apply early to the sole agents for full particulars of this excellent property. ACRES, freehold, well grassed, subdivided into paddocks, well watered, good house, cowshed, woolshed, close to school and station. Price and terms on application. Easy terms arranged. Inspection invited. Apply early to the sole agents for full particulars of this excellent property. [305, 348, 439, 482]
ad-title: FOR SALE. [350, 993, 393, 1003]
advertisement [861, 1304, 994, 1436]
advertisement [164, 613, 297, 736]
ad-body-filler: ACRES, freehold, well grassed, subdivided into paddocks, well watered, good house, cowshed, woolshed, close to school and station. Price and terms on application. Easy terms arranged. Inspection invited. Apply early to the sole agents for full particulars of this excellent property. [446, 103, 580, 149]
ad-text: LAND AGENTS, HAWERA. [860, 1239, 933, 1247]
ad-text: 72 Acres, 2 miles choice dairy farm. ARTHUR B. GIBSON, Land Agent, Egmont Street, New Plymouth. [305, 1005, 439, 1021]
ad-title: TIP-TOP HAWKE'S BAY FARM. [312, 733, 432, 743]
advertisement [164, 905, 297, 982]
column-heading: TENDERS. [24, 56, 156, 68]
ad-body-filler: ACRES, freehold, well grassed, subdivided into paddocks, well watered, good house, cowshed, woolshed, close to school and station. Price and terms on application. Easy terms arranged. Inspection invited. Apply early to the sole agents for full particulars of this excellent property. [860, 2368, 994, 2414]
ad-text: LAND AND COMMISSION AGENT, LEVIN. [860, 489, 976, 497]
ad-title: CLARKSON MOTORS, LTD. [36, 177, 144, 187]
advertisement [588, 639, 853, 716]
ad-body-filler: ACRES, freehold, well grassed, subdivided into paddocks, well watered, good house, cowshed, woolshed, close to school and station. Price and terms on application. Easy terms arranged. Inspection invited. Apply early to the sole agents for full particulars of this excellent property. ACRES, freehold, well grassed, subdivided into paddocks, well watered, good house, cowshed, woolshed, close to school and station. Price and terms on application. Easy terms arranged. Inspection invited. Apply early to the sole agents for full particulars of this excellent property. [860, 2447, 994, 2541]
column-5 [858, 56, 997, 2576]
ad-body-filler: ACRES, freehold, well grassed, subdivided into paddocks, well watered, good house, cowshed, woolshed, close to school and station. Price and terms on application. Easy terms arranged. Inspection invited. Apply early to the sole agents for full particulars of this excellent property. [164, 928, 298, 974]
ad-body-filler: ACRES, freehold, well grassed, subdivided into paddocks, well watered, good house, cowshed, woolshed, close to school and station. Price and terms on application. Easy terms arranged. Inspection invited. Apply early to the sole agents for full particulars of this excellent property. ACRES, freehold, well grassed, subdivided into paddocks, well watered, good house, cowshed, woolshed, close to school and station. Price and terms on application. Easy terms arranged. Inspection invited. Apply early to the sole agents for full particulars of this excellent property. [860, 955, 994, 1050]
ad-text: 24 GREY STREET, WELLINGTON, And at INGLIS BUILDINGS, CHRISTCHURCH. [305, 332, 439, 348]
column-heading: LAND NOTICES. [861, 56, 994, 68]
advertisement [24, 586, 156, 717]
ad-text: PALMERSTON NORTH. [860, 1453, 924, 1460]
ad-title: ACID PROOF PAINTS [41, 904, 140, 914]
ad-title: J. M. MILNE, [902, 1307, 953, 1317]
ad-body-filler: ACRES, freehold, well grassed, subdivided into paddocks, well watered, good house, cowshed, woolshed, close to school and station. Price and terms on application. Easy terms arranged. Inspection invited. Apply early to the sole agents for full particulars of this excellent property. [24, 940, 157, 987]
